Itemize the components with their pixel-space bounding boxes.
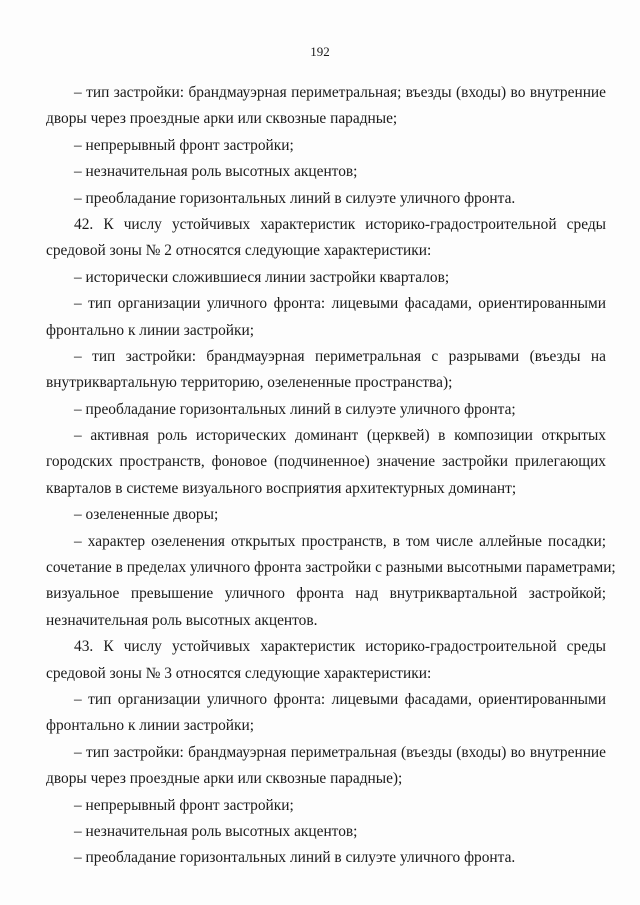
text-line: – исторически сложившиеся линии застройки кварталов;: [74, 268, 450, 286]
text-line: визуальное превышение уличного фронта над внутриквартальной застройкой;: [46, 585, 606, 603]
text-line: сочетание в пределах уличного фронта застройки с разными высотными параметрами;: [46, 559, 616, 577]
text-line: внутриквартальную территорию, озелененные пространства);: [46, 374, 453, 392]
text-line: средовой зоны № 2 относятся следующие характеристики:: [46, 242, 432, 260]
text-line: – непрерывный фронт застройки;: [74, 796, 294, 814]
text-line: дворы через проездные арки или сквозные парадные);: [46, 770, 403, 788]
text-line: – тип застройки: брандмауэрная периметральная; въезды (входы) во внутренние: [74, 84, 606, 101]
text-line: – тип застройки: брандмауэрная периметральная (въезды (входы) во внутренние: [74, 743, 606, 761]
text-line: – тип застройки: брандмауэрная периметральная с разрывами (въезды на: [74, 347, 606, 365]
text-line: фронтально к линии застройки;: [46, 717, 255, 735]
page-number: 192: [310, 44, 330, 59]
text-line: – тип организации уличного фронта: лицевыми фасадами, ориентированными: [74, 690, 606, 708]
text-line: – незначительная роль высотных акцентов;: [74, 163, 358, 181]
text-line: – активная роль исторических доминант (церквей) в композиции открытых: [74, 427, 606, 445]
text-line: – тип организации уличного фронта: лицевыми фасадами, ориентированными: [74, 295, 606, 313]
text-line: – характер озеленения открытых пространств, в том числе аллейные посадки;: [74, 532, 606, 550]
text-line: фронтально к линии застройки;: [46, 321, 255, 339]
text-line: дворы через проездные арки или сквозные парадные;: [46, 110, 398, 128]
text-line: – преобладание горизонтальных линий в силуэте уличного фронта.: [74, 189, 516, 207]
text-line: 42. К числу устойчивых характеристик историко-градостроительной среды: [74, 215, 606, 233]
text-line: – озелененные дворы;: [74, 506, 219, 524]
text-line: кварталов в системе визуального восприятия архитектурных доминант;: [46, 479, 517, 497]
document-body: [46, 80, 616, 872]
text-line: – непрерывный фронт застройки;: [74, 136, 294, 154]
text-line: – преобладание горизонтальных линий в силуэте уличного фронта.: [74, 849, 516, 867]
text-line: 43. К числу устойчивых характеристик историко-градостроительной среды: [74, 638, 606, 656]
text-line: – преобладание горизонтальных линий в силуэте уличного фронта;: [74, 400, 516, 418]
text-line: городских пространств, фоновое (подчиненное) значение застройки прилегающих: [46, 453, 606, 471]
text-line: незначительная роль высотных акцентов.: [46, 611, 318, 629]
text-line: – незначительная роль высотных акцентов;: [74, 822, 358, 840]
text-line: средовой зоны № 3 относятся следующие характеристики:: [46, 664, 432, 682]
